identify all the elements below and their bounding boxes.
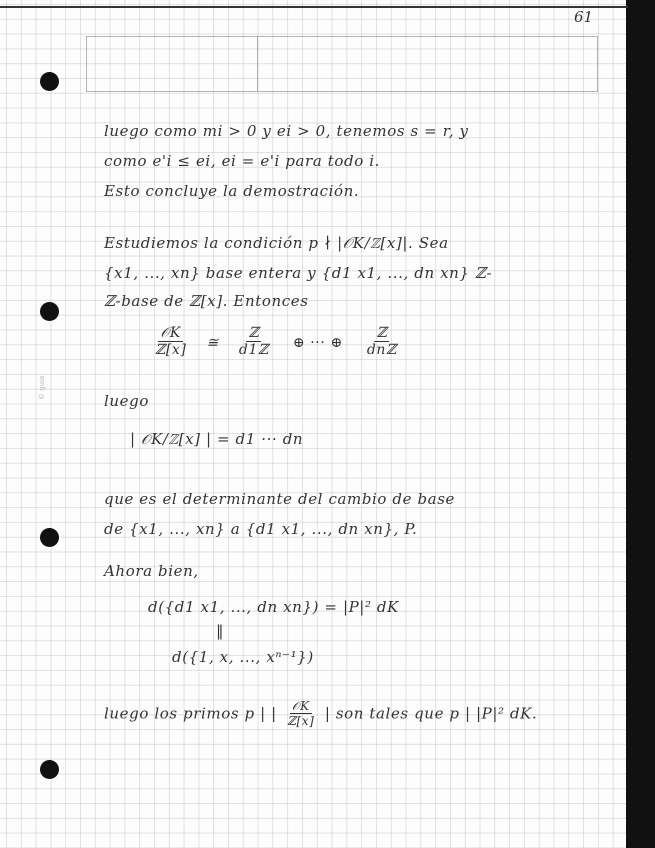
text-line: Ahora bien, xyxy=(104,562,199,580)
conclusion-line xyxy=(104,700,537,729)
equals-vertical-symbol: ‖ xyxy=(216,622,225,640)
text-line: de {x1, ..., xn} a {d1 x1, ..., dn xn}, P. xyxy=(104,520,418,538)
binder-hole xyxy=(40,528,59,547)
fraction-numerator: 𝒪K xyxy=(160,325,181,341)
text-line: que es el determinante del cambio de base xyxy=(104,490,455,508)
equation-isomorphism xyxy=(150,326,402,359)
text-line: Esto concluye la demostración. xyxy=(104,182,360,200)
header-divider xyxy=(257,37,258,91)
text-line: {x1, ..., xn} base entera y {d1 x1, ..., dn xn} ℤ- xyxy=(104,264,493,282)
equation-index: | 𝒪K/ℤ[x] | = d1 ··· dn xyxy=(130,430,304,448)
fraction-denominator: ℤ[x] xyxy=(155,342,187,359)
binder-hole xyxy=(40,760,59,779)
direct-sum-dots: ⊕ ··· ⊕ xyxy=(292,334,343,351)
fraction-denominator: d1ℤ xyxy=(238,342,269,359)
page-edge-shadow xyxy=(626,0,655,848)
text-line: ℤ-base de ℤ[x]. Entonces xyxy=(104,292,309,310)
equation-discriminant: d({d1 x1, ..., dn xn}) = |P|² dK xyxy=(148,598,399,616)
page-number: 61 xyxy=(574,8,594,26)
fraction xyxy=(285,700,316,729)
text-line: Estudiemos la condición p ∤ |𝒪K/ℤ[x]|. Sea xyxy=(104,234,449,252)
watermark: © guia xyxy=(38,375,46,400)
page-top-border xyxy=(0,6,628,8)
binder-hole xyxy=(40,302,59,321)
fraction-denominator: ℤ[x] xyxy=(287,714,315,729)
text-line: luego xyxy=(104,392,149,410)
header-box xyxy=(86,36,598,92)
equation-discriminant-power-basis: d({1, x, ..., xⁿ⁻¹}) xyxy=(172,648,314,666)
text-line: luego como mi > 0 y ei > 0, tenemos s = r, y xyxy=(104,122,469,140)
fraction xyxy=(237,326,271,359)
conclusion-text-end: | son tales que p | |P|² dK. xyxy=(324,704,538,723)
fraction-denominator: dnℤ xyxy=(366,342,397,359)
fraction xyxy=(365,326,399,359)
binder-hole xyxy=(40,72,59,91)
congruence-symbol: ≅ xyxy=(206,334,219,351)
fraction-numerator: ℤ xyxy=(376,325,388,341)
text-line: como e'i ≤ ei, ei = e'i para todo i. xyxy=(104,152,380,170)
conclusion-text-start: luego los primos p | | xyxy=(104,704,277,723)
fraction-numerator: ℤ xyxy=(248,325,260,341)
fraction xyxy=(153,326,188,359)
fraction-numerator: 𝒪K xyxy=(291,699,310,713)
